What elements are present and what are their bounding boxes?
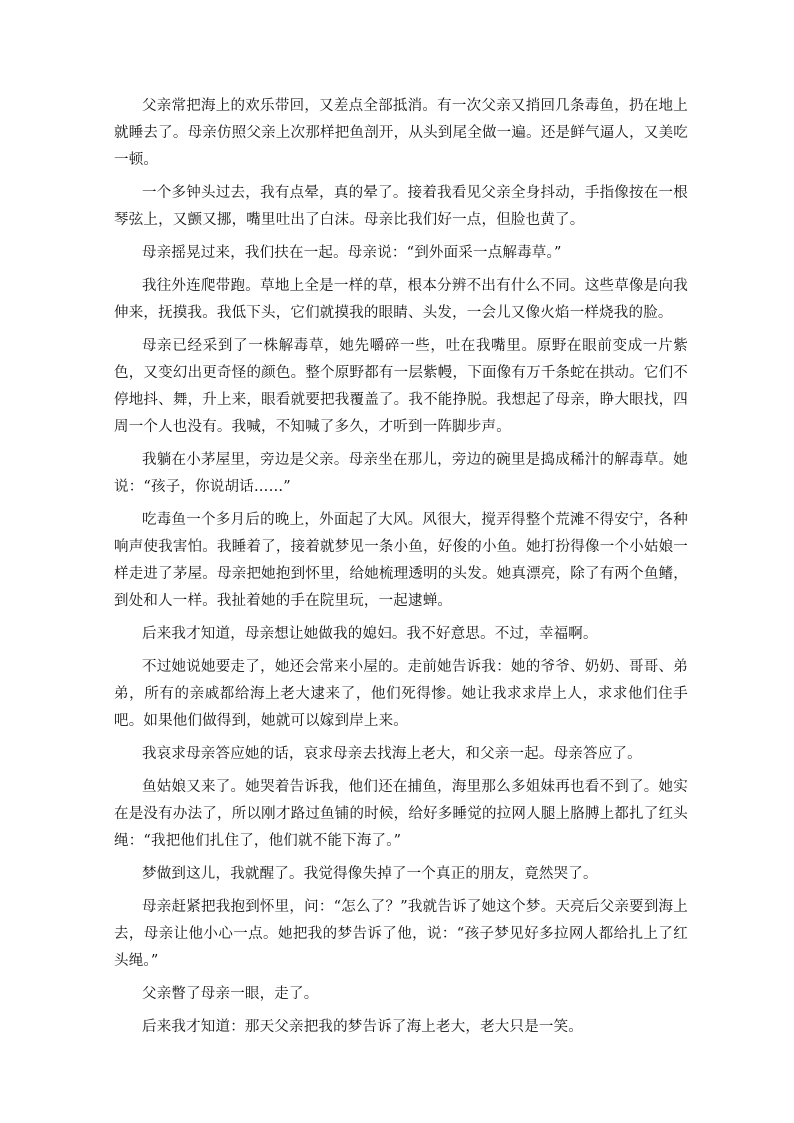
document-page [114,93,688,1047]
paragraph-6: 我躺在小茅屋里，旁边是父亲。母亲坐在那儿，旁边的碗里是捣成稀汁的解毒草。她说：“孩子，你说胡话……” [114,452,688,495]
paragraph-2: 一个多钟头过去，我有点晕，真的晕了。接着我看见父亲全身抖动，手指像按在一根琴弦上，又颤又挪，嘴里吐出了白沫。母亲比我们好一点，但脸也黄了。 [114,185,688,228]
paragraph-12: 梦做到这儿，我就醒了。我觉得像失掉了一个真正的朋友，竟然哭了。 [142,866,598,882]
paragraph-9: 不过她说她要走了，她还会常来小屋的。走前她告诉我：她的爷爷、奶奶、哥哥、弟弟，所有的亲戚都给海上老大逮来了，他们死得惨。她让我求求岸上人，求求他们住手吧。如果他们做得到，她就可以嫁到岸上来。 [114,659,688,729]
paragraph-10: 我哀求母亲答应她的话，哀求母亲去找海上老大，和父亲一起。母亲答应了。 [142,746,642,762]
paragraph-4: 我往外连爬带跑。草地上全是一样的草，根本分辨不出有什么不同。这些草像是向我伸来，抚摸我。我低下头，它们就摸我的眼睛、头发，一会儿又像火焰一样烧我的脸。 [114,278,688,321]
paragraph-13: 母亲赶紧把我抱到怀里，问：“怎么了？”我就告诉了她这个梦。天亮后父亲要到海上去，母亲让他小心一点。她把我的梦告诉了他，说：“孩子梦见好多拉网人都给扎上了红头绳。” [114,899,688,969]
paragraph-5: 母亲已经采到了一株解毒草，她先嚼碎一些，吐在我嘴里。原野在眼前变成一片紫色，又变幻出更奇怪的颜色。整个原野都有一层紫幔，下面像有万千条蛇在拱动。它们不停地抖、舞，升上来，眼看就要把我覆盖了。我不能挣脱。我想起了母亲，睁大眼找，四周一个人也没有。我喊，不知喊了多久，才听到一阵脚步声。 [114,338,688,435]
paragraph-8: 后来我才知道，母亲想让她做我的媳妇。我不好意思。不过，幸福啊。 [142,626,598,642]
paragraph-3: 母亲摇晃过来，我们扶在一起。母亲说：“到外面采一点解毒草。” [142,245,562,261]
paragraph-7: 吃毒鱼一个多月后的晚上，外面起了大风。风很大，搅弄得整个荒滩不得安宁，各种响声使我害怕。我睡着了，接着就梦见一条小鱼，好俊的小鱼。她打扮得像一个小姑娘一样走进了茅屋。母亲把她抱到怀里，给她梳理透明的头发。她真漂亮，除了有两个鱼鳍，到处和人一样。我扯着她的手在院里玩，一起逮蝉。 [114,512,688,609]
paragraph-14: 父亲瞥了母亲一眼，走了。 [142,986,319,1002]
paragraph-15: 后来我才知道：那天父亲把我的梦告诉了海上老大，老大只是一笑。 [142,1019,583,1035]
paragraph-11: 鱼姑娘又来了。她哭着告诉我，他们还在捕鱼，海里那么多姐妹再也看不到了。她实在是没有办法了，所以刚才路过鱼铺的时候，给好多睡觉的拉网人腿上胳膊上都扎了红头绳：“我把他们扎住了，他们就不能下海了。” [114,779,688,849]
paragraph-1: 父亲常把海上的欢乐带回，又差点全部抵消。有一次父亲又捎回几条毒鱼，扔在地上就睡去了。母亲仿照父亲上次那样把鱼剖开，从头到尾全做一遍。还是鲜气逼人，又美吃一顿。 [114,98,688,168]
